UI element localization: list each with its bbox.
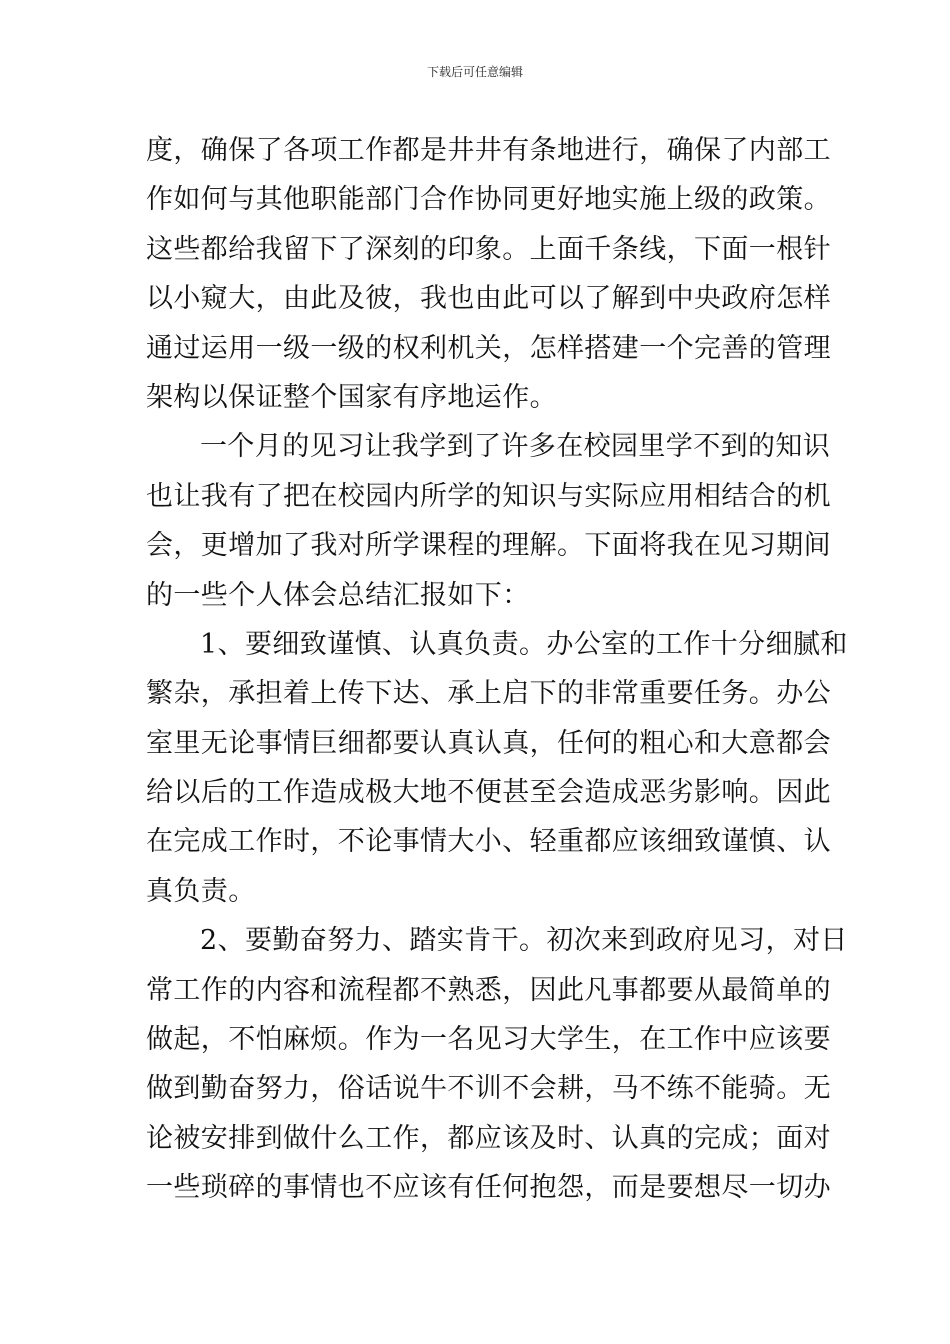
paragraph-first-line: 2、要勤奋努力、踏实肯干。初次来到政府见习，对日 [200,925,848,957]
text-line: 繁杂，承担着上传下达、承上启下的非常重要任务。办公 [146,678,831,710]
text-line: 这些都给我留下了深刻的印象。上面千条线，下面一根针 [146,233,831,265]
text-line: 度，确保了各项工作都是井井有条地进行，确保了内部工 [146,135,831,166]
text-line: 架构以保证整个国家有序地运作。 [146,381,557,413]
text-line: 以小窥大，由此及彼，我也由此可以了解到中央政府怎样 [146,283,831,315]
text-line: 给以后的工作造成极大地不便甚至会造成恶劣影响。因此 [146,777,831,809]
document-body [146,126,848,1213]
text-line: 常工作的内容和流程都不熟悉，因此凡事都要从最简单的 [146,974,831,1006]
text-line: 真负责。 [146,875,256,907]
text-line: 作如何与其他职能部门合作协同更好地实施上级的政策。 [146,184,831,216]
text-line: 的一些个人体会总结汇报如下： [146,579,530,611]
text-line: 做起，不怕麻烦。作为一名见习大学生，在工作中应该要 [146,1024,831,1056]
text-line: 论被安排到做什么工作，都应该及时、认真的完成；面对 [146,1122,831,1154]
text-line: 在完成工作时，不论事情大小、轻重都应该细致谨慎、认 [146,826,831,858]
text-line: 也让我有了把在校园内所学的知识与实际应用相结合的机 [146,480,831,512]
text-line: 做到勤奋努力，俗话说牛不训不会耕，马不练不能骑。无 [146,1073,831,1105]
paragraph-first-line: 1、要细致谨慎、认真负责。办公室的工作十分细腻和 [200,628,848,660]
text-line: 会，更增加了我对所学课程的理解。下面将我在见习期间 [146,530,831,562]
paragraph-first-line: 一个月的见习让我学到了许多在校园里学不到的知识 [200,431,831,463]
text-line: 通过运用一级一级的权利机关，怎样搭建一个完善的管理 [146,332,831,364]
text-line: 室里无论事情巨细都要认真认真，任何的粗心和大意都会 [146,727,831,759]
page-header: 下载后可任意编辑 [426,65,523,79]
text-line: 一些琐碎的事情也不应该有任何抱怨，而是要想尽一切办 [146,1172,831,1204]
